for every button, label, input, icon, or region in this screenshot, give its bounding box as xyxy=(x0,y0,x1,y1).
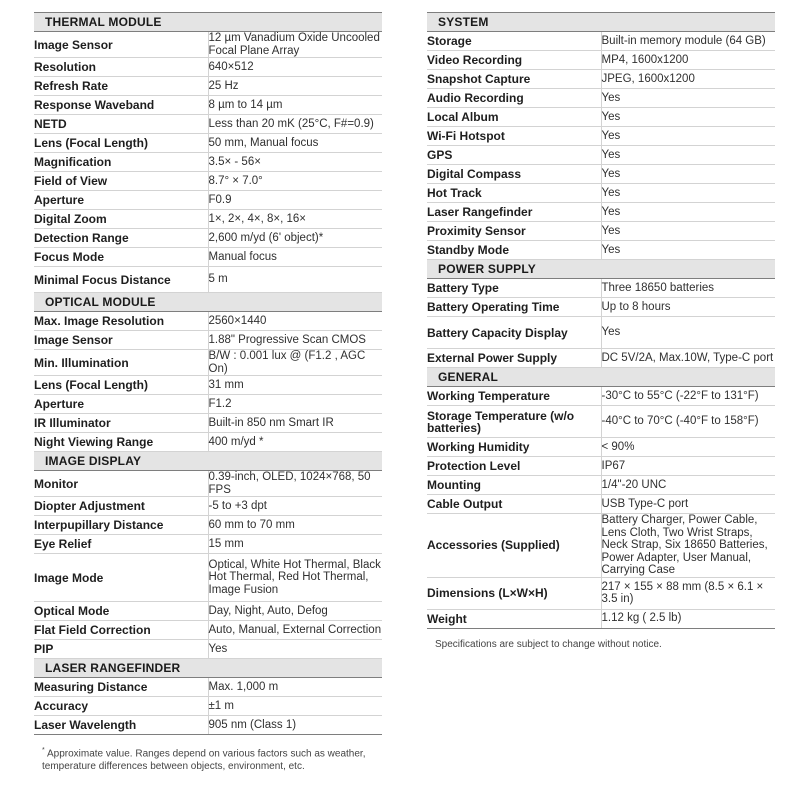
spec-row xyxy=(427,165,775,184)
spec-label: Proximity Sensor xyxy=(427,222,601,241)
spec-row xyxy=(427,495,775,514)
section-header-thermal-module xyxy=(34,13,382,32)
spec-label: Diopter Adjustment xyxy=(34,497,208,516)
spec-value: MP4, 1600x1200 xyxy=(601,51,775,70)
spec-value: 25 Hz xyxy=(208,77,382,96)
section-header-laser-rangefinder xyxy=(34,659,382,678)
spec-value: < 90% xyxy=(601,438,775,457)
section-title: IMAGE DISPLAY xyxy=(34,452,382,471)
spec-value: Yes xyxy=(601,127,775,146)
spec-row xyxy=(34,535,382,554)
spec-value: 15 mm xyxy=(208,535,382,554)
spec-label: Image Sensor xyxy=(34,331,208,350)
spec-row xyxy=(427,438,775,457)
spec-label: PIP xyxy=(34,640,208,659)
spec-row xyxy=(34,697,382,716)
spec-row xyxy=(34,115,382,134)
spec-label: Local Album xyxy=(427,108,601,127)
spec-value: 2,600 m/yd (6' object)* xyxy=(208,229,382,248)
spec-value: 905 nm (Class 1) xyxy=(208,716,382,735)
spec-row xyxy=(427,298,775,317)
spec-value: 1×, 2×, 4×, 8×, 16× xyxy=(208,210,382,229)
spec-row xyxy=(427,577,775,609)
spec-row xyxy=(34,267,382,293)
spec-row xyxy=(427,108,775,127)
spec-value: Yes xyxy=(601,317,775,349)
spec-label: Hot Track xyxy=(427,184,601,203)
section-header-system xyxy=(427,13,775,32)
spec-value: 8.7° × 7.0° xyxy=(208,172,382,191)
spec-row xyxy=(34,471,382,497)
spec-value: 5 m xyxy=(208,267,382,293)
spec-label: Digital Zoom xyxy=(34,210,208,229)
spec-label: Response Waveband xyxy=(34,96,208,115)
spec-row xyxy=(427,317,775,349)
spec-value: Three 18650 batteries xyxy=(601,279,775,298)
spec-label: Battery Operating Time xyxy=(427,298,601,317)
spec-label: Lens (Focal Length) xyxy=(34,376,208,395)
spec-label: Accuracy xyxy=(34,697,208,716)
spec-label: Minimal Focus Distance xyxy=(34,267,208,293)
spec-label: Magnification xyxy=(34,153,208,172)
spec-label: Image Sensor xyxy=(34,32,208,58)
spec-value: 50 mm, Manual focus xyxy=(208,134,382,153)
spec-label: Battery Type xyxy=(427,279,601,298)
spec-row xyxy=(34,77,382,96)
spec-row xyxy=(427,609,775,628)
section-header-general xyxy=(427,368,775,387)
spec-row xyxy=(34,248,382,267)
spec-row xyxy=(427,349,775,368)
spec-row xyxy=(427,184,775,203)
spec-label: Resolution xyxy=(34,58,208,77)
section-title: OPTICAL MODULE xyxy=(34,293,382,312)
spec-value: 1.88" Progressive Scan CMOS xyxy=(208,331,382,350)
section-title: GENERAL xyxy=(427,368,775,387)
spec-value: Yes xyxy=(208,640,382,659)
spec-label: Protection Level xyxy=(427,457,601,476)
spec-label: Laser Rangefinder xyxy=(427,203,601,222)
spec-value: Up to 8 hours xyxy=(601,298,775,317)
spec-row xyxy=(427,241,775,260)
spec-label: Cable Output xyxy=(427,495,601,514)
spec-row xyxy=(427,406,775,438)
spec-row xyxy=(34,554,382,602)
spec-row xyxy=(427,203,775,222)
spec-row xyxy=(34,58,382,77)
spec-row xyxy=(427,514,775,578)
spec-label: Weight xyxy=(427,609,601,628)
section-header-optical-module xyxy=(34,293,382,312)
spec-row xyxy=(34,331,382,350)
spec-value: F0.9 xyxy=(208,191,382,210)
spec-label: Measuring Distance xyxy=(34,678,208,697)
spec-label: Accessories (Supplied) xyxy=(427,514,601,578)
change-notice: Specifications are subject to change without notice. xyxy=(435,638,662,650)
spec-label: NETD xyxy=(34,115,208,134)
spec-row xyxy=(427,387,775,406)
spec-label: Night Viewing Range xyxy=(34,433,208,452)
spec-value: Optical, White Hot Thermal, Black Hot Thermal, Red Hot Thermal, Image Fusion xyxy=(208,554,382,602)
section-header-image-display xyxy=(34,452,382,471)
spec-label: GPS xyxy=(427,146,601,165)
spec-row xyxy=(34,172,382,191)
spec-value: Yes xyxy=(601,108,775,127)
spec-value: Yes xyxy=(601,165,775,184)
spec-label: Aperture xyxy=(34,395,208,414)
spec-row xyxy=(427,32,775,51)
spec-label: Digital Compass xyxy=(427,165,601,184)
spec-value: 640×512 xyxy=(208,58,382,77)
spec-row xyxy=(427,89,775,108)
footnote-mark: * xyxy=(42,747,45,754)
spec-value: Yes xyxy=(601,222,775,241)
spec-value: Day, Night, Auto, Defog xyxy=(208,602,382,621)
spec-label: Flat Field Correction xyxy=(34,621,208,640)
spec-row xyxy=(427,127,775,146)
spec-row xyxy=(34,602,382,621)
spec-row xyxy=(427,457,775,476)
spec-row xyxy=(34,350,382,376)
spec-value: 60 mm to 70 mm xyxy=(208,516,382,535)
section-title: LASER RANGEFINDER xyxy=(34,659,382,678)
spec-label: Min. Illumination xyxy=(34,350,208,376)
spec-value: 217 × 155 × 88 mm (8.5 × 6.1 × 3.5 in) xyxy=(601,577,775,609)
spec-row xyxy=(34,414,382,433)
spec-value: -40°C to 70°C (-40°F to 158°F) xyxy=(601,406,775,438)
spec-value: Yes xyxy=(601,241,775,260)
spec-value: Built-in 850 nm Smart IR xyxy=(208,414,382,433)
footnote-text: Approximate value. Ranges depend on various factors such as weather, temperature differences between objects, environment, etc. xyxy=(42,748,366,772)
spec-row xyxy=(34,32,382,58)
spec-value: Less than 20 mK (25°C, F#=0.9) xyxy=(208,115,382,134)
spec-row xyxy=(34,191,382,210)
spec-label: Optical Mode xyxy=(34,602,208,621)
spec-row xyxy=(34,516,382,535)
spec-value: USB Type-C port xyxy=(601,495,775,514)
spec-row xyxy=(34,312,382,331)
spec-value: 3.5× - 56× xyxy=(208,153,382,172)
section-header-power-supply xyxy=(427,260,775,279)
spec-label: Lens (Focal Length) xyxy=(34,134,208,153)
spec-value: Yes xyxy=(601,203,775,222)
spec-row xyxy=(34,621,382,640)
spec-value: 31 mm xyxy=(208,376,382,395)
spec-value: Yes xyxy=(601,146,775,165)
spec-row xyxy=(34,210,382,229)
spec-label: Laser Wavelength xyxy=(34,716,208,735)
footnote xyxy=(34,745,382,773)
spec-value: Max. 1,000 m xyxy=(208,678,382,697)
spec-value: Manual focus xyxy=(208,248,382,267)
spec-value: 1.12 kg ( 2.5 lb) xyxy=(601,609,775,628)
spec-label: Working Temperature xyxy=(427,387,601,406)
spec-value: 12 µm Vanadium Oxide Uncooled Focal Plane Array xyxy=(208,32,382,58)
left-spec-column xyxy=(34,12,382,773)
spec-value: Yes xyxy=(601,184,775,203)
spec-row xyxy=(34,376,382,395)
spec-label: Image Mode xyxy=(34,554,208,602)
spec-label: Battery Capacity Display xyxy=(427,317,601,349)
section-title: POWER SUPPLY xyxy=(427,260,775,279)
spec-value: ±1 m xyxy=(208,697,382,716)
spec-value: IP67 xyxy=(601,457,775,476)
spec-label: Eye Relief xyxy=(34,535,208,554)
spec-row xyxy=(34,678,382,697)
spec-label: Interpupillary Distance xyxy=(34,516,208,535)
spec-label: Max. Image Resolution xyxy=(34,312,208,331)
spec-row xyxy=(427,222,775,241)
section-title: SYSTEM xyxy=(427,13,775,32)
spec-label: Focus Mode xyxy=(34,248,208,267)
spec-value: 2560×1440 xyxy=(208,312,382,331)
spec-table-right xyxy=(427,12,775,629)
spec-label: Monitor xyxy=(34,471,208,497)
spec-row xyxy=(427,146,775,165)
spec-value: DC 5V/2A, Max.10W, Type-C port xyxy=(601,349,775,368)
spec-row xyxy=(34,716,382,735)
spec-value: 0.39-inch, OLED, 1024×768, 50 FPS xyxy=(208,471,382,497)
spec-value: Yes xyxy=(601,89,775,108)
spec-label: Audio Recording xyxy=(427,89,601,108)
spec-label: Mounting xyxy=(427,476,601,495)
spec-table-left xyxy=(34,12,382,735)
spec-value: -30°C to 55°C (-22°F to 131°F) xyxy=(601,387,775,406)
spec-label: Wi-Fi Hotspot xyxy=(427,127,601,146)
spec-row xyxy=(34,395,382,414)
spec-value: B/W : 0.001 lux @ (F1.2 , AGC On) xyxy=(208,350,382,376)
spec-label: Refresh Rate xyxy=(34,77,208,96)
spec-value: Built-in memory module (64 GB) xyxy=(601,32,775,51)
spec-label: Storage Temperature (w/o batteries) xyxy=(427,406,601,438)
right-spec-column xyxy=(427,12,775,651)
spec-row xyxy=(427,70,775,89)
spec-value: Auto, Manual, External Correction xyxy=(208,621,382,640)
spec-row xyxy=(34,497,382,516)
spec-value: Battery Charger, Power Cable, Lens Cloth, Two Wrist Straps, Neck Strap, Six 18650 Batteries, Power Adapter, User Manual, Carrying Case xyxy=(601,514,775,578)
spec-row xyxy=(427,476,775,495)
spec-row xyxy=(34,640,382,659)
section-title: THERMAL MODULE xyxy=(34,13,382,32)
spec-value: -5 to +3 dpt xyxy=(208,497,382,516)
spec-label: Video Recording xyxy=(427,51,601,70)
spec-label: Snapshot Capture xyxy=(427,70,601,89)
spec-row xyxy=(34,229,382,248)
spec-label: Working Humidity xyxy=(427,438,601,457)
spec-label: Storage xyxy=(427,32,601,51)
spec-label: Standby Mode xyxy=(427,241,601,260)
spec-label: IR Illuminator xyxy=(34,414,208,433)
spec-row xyxy=(427,279,775,298)
spec-value: 8 µm to 14 µm xyxy=(208,96,382,115)
spec-label: Dimensions (L×W×H) xyxy=(427,577,601,609)
spec-row xyxy=(34,153,382,172)
spec-label: Field of View xyxy=(34,172,208,191)
spec-label: External Power Supply xyxy=(427,349,601,368)
spec-value: JPEG, 1600x1200 xyxy=(601,70,775,89)
spec-label: Aperture xyxy=(34,191,208,210)
spec-row xyxy=(427,51,775,70)
spec-value: F1.2 xyxy=(208,395,382,414)
spec-value: 1/4"-20 UNC xyxy=(601,476,775,495)
spec-row xyxy=(34,96,382,115)
spec-label: Detection Range xyxy=(34,229,208,248)
spec-value: 400 m/yd * xyxy=(208,433,382,452)
spec-row xyxy=(34,433,382,452)
spec-row xyxy=(34,134,382,153)
